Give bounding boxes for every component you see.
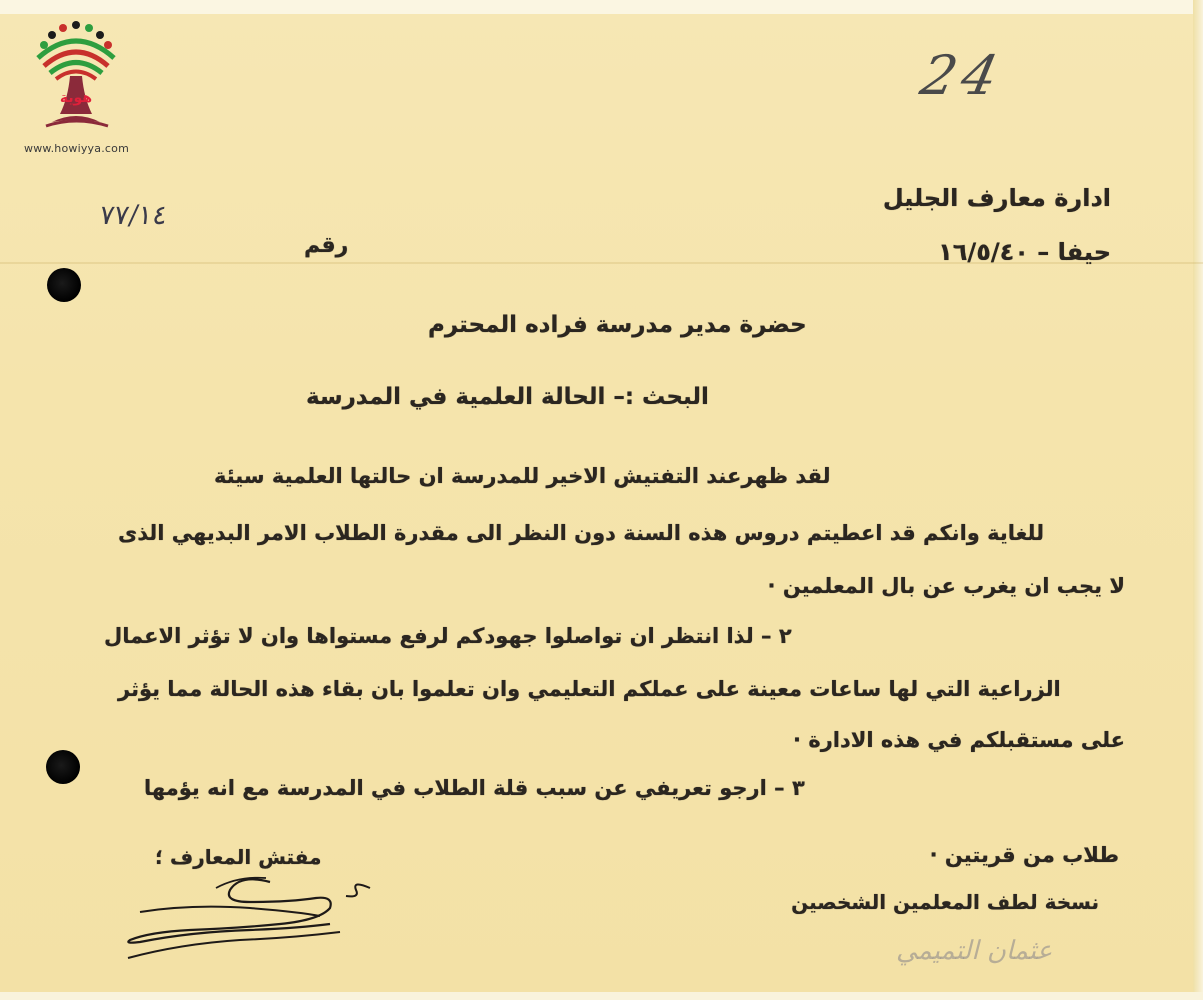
site-url[interactable]: www.howiyya.com	[24, 142, 129, 155]
punch-hole-top	[47, 268, 81, 302]
scan-right-edge	[1193, 0, 1203, 1000]
body-line: ٢ – لذا انتظر ان تواصلوا جهودكم لرفع مستواها وان لا تؤثر الاعمال	[104, 624, 792, 648]
handwritten-signature	[120, 868, 380, 968]
copy-note: نسخة لطف المعلمين الشخصين	[791, 890, 1099, 914]
body-line: طلاب من قريتين ·	[929, 843, 1119, 867]
department-name: ادارة معارف الجليل	[882, 184, 1111, 212]
handwritten-page-number: 24	[915, 44, 1010, 107]
svg-text:هوية: هوية	[59, 90, 93, 106]
signatory-title: مفتش المعارف ؛	[155, 845, 322, 869]
place-and-date: حيفا – ١٦/٥/٤٠	[938, 238, 1111, 266]
tree-logo-icon	[30, 18, 122, 136]
punch-hole-bottom	[46, 750, 80, 784]
body-line: لا يجب ان يغرب عن بال المعلمين ·	[767, 574, 1125, 598]
scan-bottom-edge	[0, 992, 1203, 1000]
body-line: ٣ – ارجو تعريفي عن سبب قلة الطلاب في المدرسة مع انه يؤمها	[144, 776, 805, 800]
body-line: للغاية وانكم قد اعطيتم دروس هذه السنة دون النظر الى مقدرة الطلاب الامر البديهي الذى	[118, 521, 1044, 545]
body-line: على مستقبلكم في هذه الادارة ·	[793, 728, 1125, 752]
body-line: لقد ظهرعند التفتيش الاخير للمدرسة ان حالتها العلمية سيئة	[214, 464, 831, 488]
handwritten-file-number: ٧٧/١٤	[97, 200, 170, 231]
subject-line: البحث :– الحالة العلمية في المدرسة	[306, 384, 709, 410]
addressee-line: حضرة مدير مدرسة فراده المحترم	[428, 312, 807, 338]
scan-top-edge	[0, 0, 1203, 14]
faint-handwritten-note: عثمان التميمي	[896, 936, 1053, 966]
howiyya-logo	[14, 18, 139, 158]
reference-number-label: رقم	[304, 233, 349, 258]
body-line: الزراعية التي لها ساعات معينة على عملكم التعليمي وان تعلموا بان بقاء هذه الحالة مما يؤثر	[118, 677, 1061, 701]
